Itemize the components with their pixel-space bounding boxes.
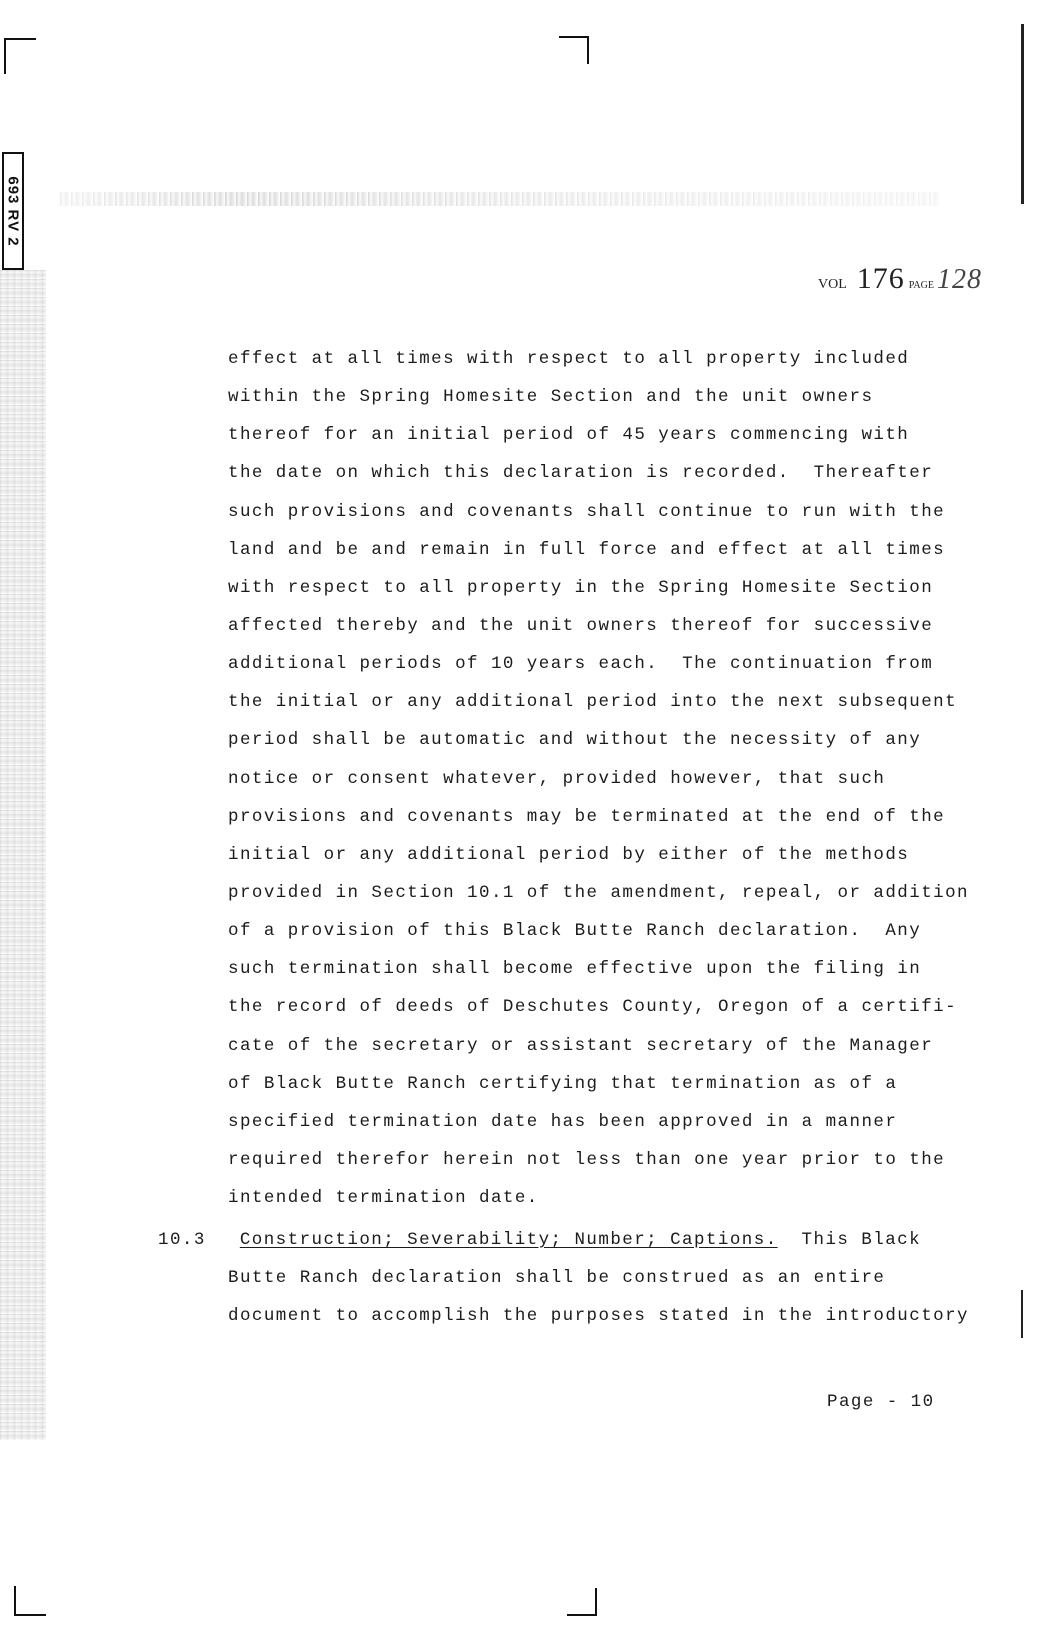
section-10-3 <box>158 1221 969 1335</box>
body-line: specified termination date has been approved in a manner <box>228 1111 898 1132</box>
scan-edge-right <box>1021 24 1024 204</box>
section-first-line <box>158 1221 969 1259</box>
section-number: 10.3 <box>158 1230 206 1250</box>
side-stamp <box>2 152 24 270</box>
body-line: the initial or any additional period into the next subsequent <box>228 692 958 713</box>
body-line: provided in Section 10.1 of the amendment, repeal, or addition <box>228 882 970 903</box>
scan-edge-right-lower <box>1021 1290 1023 1338</box>
body-text <box>228 340 968 1217</box>
crop-mark-bottom-center <box>567 1588 597 1616</box>
side-stamp-text: 693 RV 2 <box>4 175 22 247</box>
body-line: cate of the secretary or assistant secretary of the Manager <box>228 1035 934 1056</box>
body-line: provisions and covenants may be terminated at the end of the <box>228 806 946 827</box>
body-line: intended termination date. <box>228 1188 539 1209</box>
body-line: affected thereby and the unit owners thereof for successive <box>228 615 934 636</box>
vol-label: VOL <box>818 277 847 292</box>
body-line: such termination shall become effective upon the filing in <box>228 959 922 980</box>
scan-noise-top <box>60 192 940 206</box>
page-number-handwritten: 128 <box>936 264 982 295</box>
scan-noise-left <box>0 270 46 1440</box>
page-footer: Page - 10 <box>827 1392 935 1412</box>
body-line: effect at all times with respect to all property included <box>228 349 910 369</box>
body-line: period shall be automatic and without the necessity of any <box>228 730 922 751</box>
volume-page-header <box>818 262 982 296</box>
body-line: the record of deeds of Deschutes County, Oregon of a certifi- <box>228 997 958 1018</box>
section-continued-line: Butte Ranch declaration shall be construed as an entire <box>228 1268 886 1288</box>
page-label: PAGE <box>908 280 934 291</box>
section-heading: Construction; Severability; Number; Captions. <box>239 1230 778 1250</box>
body-line: land and be and remain in full force and effect at all times <box>228 539 946 560</box>
vol-number: 176 <box>856 262 905 295</box>
body-line: initial or any additional period by either of the methods <box>228 844 910 865</box>
section-first-line-rest: This Black <box>777 1230 922 1250</box>
body-line: thereof for an initial period of 45 years commencing with <box>228 425 910 446</box>
section-continued-line: document to accomplish the purposes stated in the introductory <box>228 1306 970 1326</box>
body-line: the date on which this declaration is recorded. Thereafter <box>228 463 934 484</box>
crop-mark-top-center <box>559 36 589 64</box>
body-line: additional periods of 10 years each. The continuation from <box>228 654 934 675</box>
body-line: required therefor herein not less than one year prior to the <box>228 1149 946 1170</box>
body-line: with respect to all property in the Spring Homesite Section <box>228 577 934 598</box>
crop-mark-top-left <box>4 38 36 74</box>
body-line: such provisions and covenants shall continue to run with the <box>228 501 946 522</box>
body-line: of a provision of this Black Butte Ranch declaration. Any <box>228 921 922 942</box>
body-line: notice or consent whatever, provided however, that such <box>228 768 886 789</box>
body-line: within the Spring Homesite Section and the unit owners <box>228 387 874 408</box>
crop-mark-bottom-left <box>14 1586 46 1616</box>
body-line: of Black Butte Ranch certifying that termination as of a <box>228 1073 898 1094</box>
